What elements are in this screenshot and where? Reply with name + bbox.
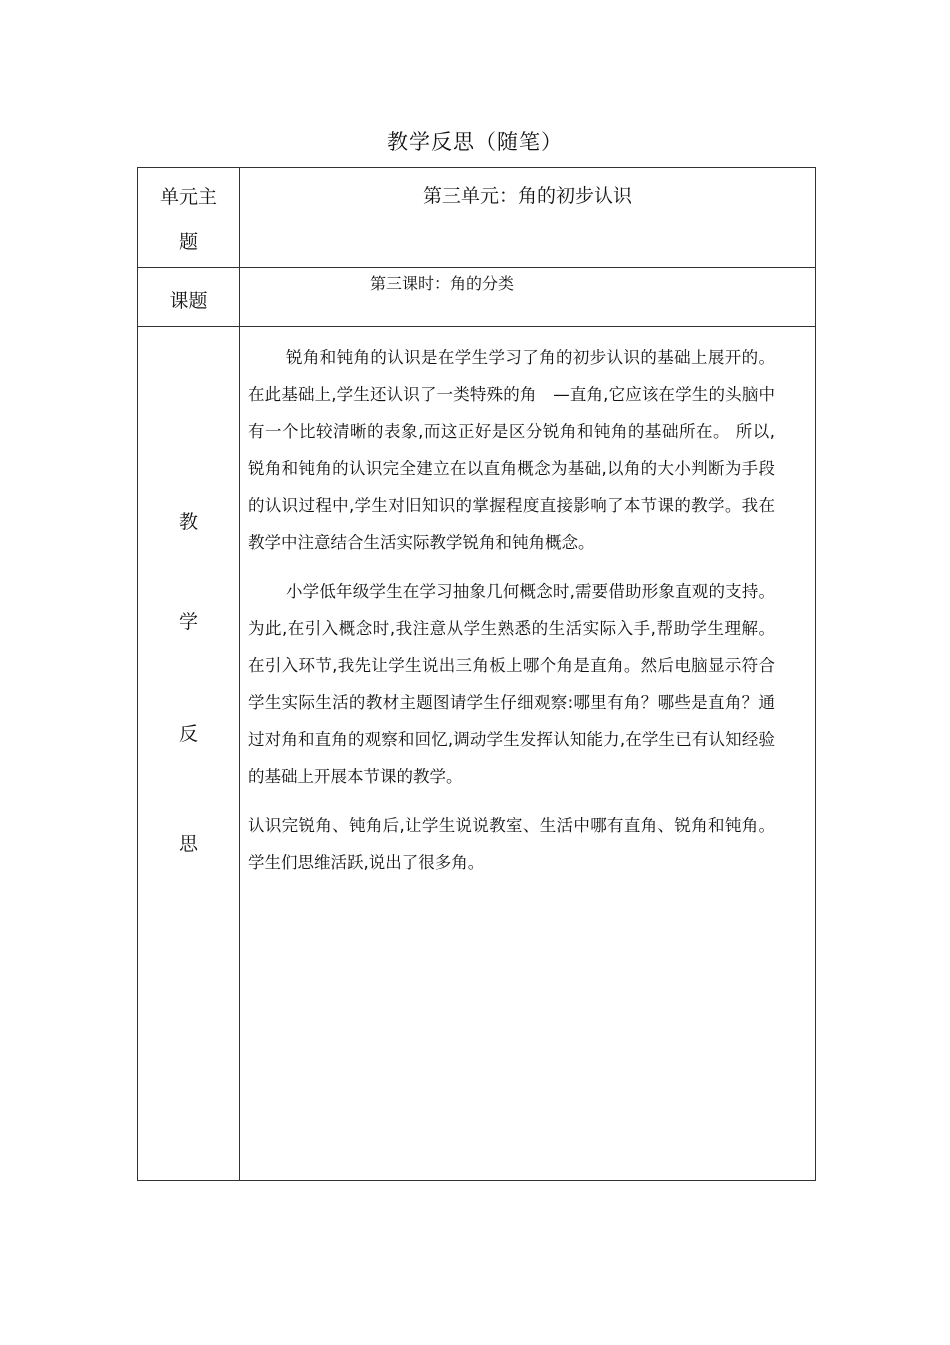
reflection-text-cell: [240, 327, 816, 1181]
page-title: 教学反思（随笔）: [387, 130, 563, 154]
reflection-label-char-4: 思: [178, 833, 198, 855]
unit-row: [138, 168, 816, 268]
unit-label-line1: 单元主: [159, 186, 217, 208]
unit-label-line2: 题: [178, 231, 198, 253]
reflection-label-char-3: 反: [178, 723, 198, 745]
reflection-paragraph-1: 锐角和钝角的认识是在学生学习了角的初步认识的基础上展开的。在此基础上,学生还认识了一类特殊的角 —直角,它应该在学生的头脑中有一个比较清晰的表象,而这正好是区分锐角和钝角的基础所在。 所以, 锐角和钝角的认识完全建立在以直角概念为基础,以角的大小判断为手段的认识过程中,学生对旧知识的掌握程度直接影响了本节课的教学。我在教学中注意结合生活实际教学锐角和钝角概念。: [248, 348, 775, 552]
reflection-paragraph-3: 认识完锐角、钝角后,让学生说说教室、生活中哪有直角、锐角和钝角。学生们思维活跃,说出了很多角。: [248, 816, 775, 872]
reflection-row: [138, 327, 816, 1181]
unit-label: [138, 168, 240, 268]
lesson-value-cell: [240, 268, 816, 327]
lesson-value: 第三课时：角的分类: [370, 274, 515, 293]
reflection-label-char-1: 教: [178, 511, 198, 533]
lesson-row: [138, 268, 816, 327]
reflection-table: [137, 167, 816, 1181]
reflection-label-cell: [138, 327, 240, 1181]
reflection-label-char-2: 学: [178, 611, 198, 633]
unit-value-cell: [240, 168, 816, 268]
reflection-body: [240, 327, 815, 881]
lesson-label-cell: [138, 268, 240, 327]
reflection-paragraph-2: 小学低年级学生在学习抽象几何概念时,需要借助形象直观的支持。为此,在引入概念时,我注意从学生熟悉的生活实际入手,帮助学生理解。在引入环节,我先让学生说出三角板上哪个角是直角。然后电脑显示符合学生实际生活的教材主题图请学生仔细观察:哪里有角？哪些是直角？通过对角和直角的观察和回忆,调动学生发挥认知能力,在学生已有认知经验的基础上开展本节课的教学。: [248, 582, 775, 786]
lesson-label: 课题: [169, 290, 208, 312]
unit-value: 第三单元：角的初步认识: [422, 185, 632, 207]
